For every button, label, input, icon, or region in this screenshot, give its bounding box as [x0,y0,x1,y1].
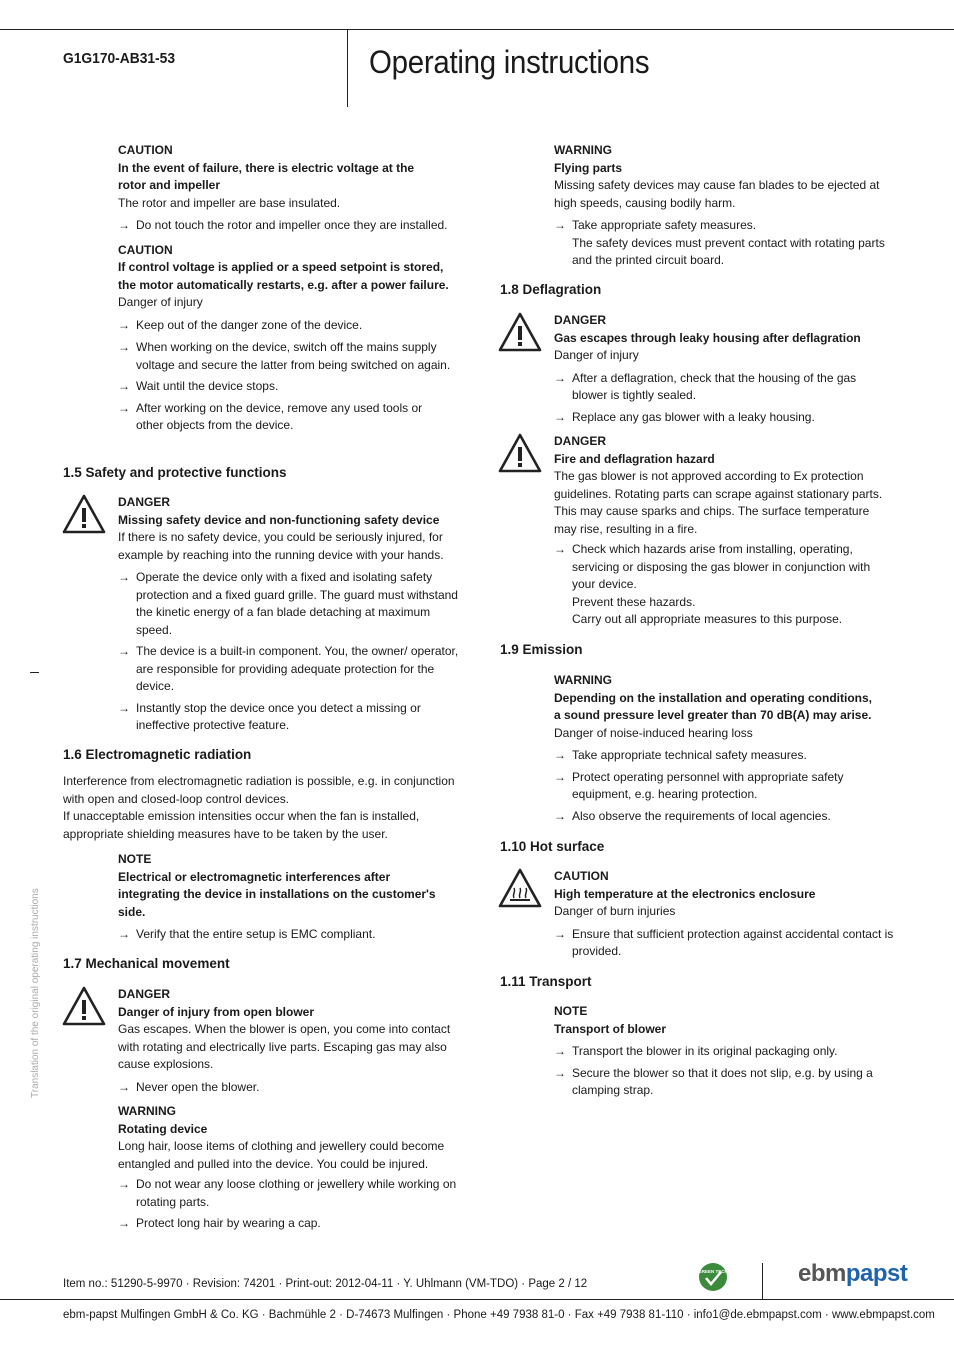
list-extra: Carry out all appropriate measures to this purpose. [572,612,843,626]
list-item: → Take appropriate technical safety measures. [554,748,807,762]
header-top-rule [0,29,954,30]
warning-title: Rotating device [118,1121,208,1136]
left-s15 [118,494,463,735]
right-warning [554,142,894,270]
caution-label: CAUTION [118,143,173,157]
danger-text: The gas blower is not approved according to Ex protection guidelines. Rotating parts can scrape against stationary parts. This may cause sparks and chips. The surface temperature may rise, resulting in a fire. [554,469,883,536]
list-item: → Check which hazards arise from installing, operating, servicing or disposing the gas blower in conjunction with your device. [554,542,871,591]
section-heading: 1.7 Mechanical movement [63,956,230,971]
danger-title: Fire and deflagration hazard [554,451,715,466]
page-title: Operating instructions [369,44,650,80]
section-heading: 1.8 Deflagration [500,282,602,297]
list-item: → Ensure that sufficient protection against accidental contact is provided. [554,926,894,958]
danger-text: Danger of injury [554,348,639,362]
list-extra: The safety devices must prevent contact with rotating parts and the printed circuit board. [572,235,885,267]
warning-label: WARNING [554,673,612,687]
list-item: → After a deflagration, check that the housing of the gas blower is tightly sealed. [554,370,857,402]
green-tech-badge-icon [698,1262,728,1292]
list-item: → Also observe the requirements of local agencies. [554,808,831,823]
caution-title: High temperature at the electronics enclosure [554,886,816,901]
side-note: Translation of the original operating instructions [30,888,41,1098]
caution-title: If control voltage is applied or a speed setpoint is stored, the motor automatically restarts, e.g. after a power failure. [118,260,449,292]
list-item: → Take appropriate safety measures. [554,218,757,232]
paragraph: Interference from electromagnetic radiation is possible, e.g. in conjunction with open and closed-loop control devices. [63,774,455,806]
left-col-top [118,142,463,435]
warning-text: Danger of noise-induced hearing loss [554,725,753,740]
note-label: NOTE [554,1004,588,1018]
fold-mark [30,672,39,673]
footer-rule [0,1299,954,1300]
danger-label: DANGER [118,495,171,509]
right-s111 [554,1003,894,1100]
warning-title: Flying parts [554,160,623,175]
list-item: → Secure the blower so that it does not slip, e.g. by using a clamping strap. [554,1065,873,1097]
list-item: → Protect operating personnel with appropriate safety equipment, e.g. hearing protection. [554,769,844,801]
logo-part: papst [845,1260,908,1287]
list-item: → When working on the device, switch off the mains supply voltage and secure the latter from being switched on again. [118,340,451,372]
header-divider [347,29,348,107]
danger-text: Gas escapes. When the blower is open, you come into contact with rotating and electrically live parts. Escaping gas may also cause explosions. [118,1022,451,1071]
list-item: → Wait until the device stops. [118,379,279,393]
list-item: → Transport the blower in its original packaging only. [554,1044,838,1058]
company-address: ebm-papst Mulfingen GmbH & Co. KG · Bachmühle 2 · D-74673 Mulfingen · Phone +49 7938 81-0 · Fax +49 7938 81-110 · info1@de.ebmpapst.com · www.ebmpapst.com [63,1309,935,1321]
warning-triangle-icon [62,986,106,1026]
footer-divider [762,1263,763,1299]
left-s16-note [118,851,448,944]
list-item: → Instantly stop the device once you detect a missing or ineffective protective feature. [118,700,421,732]
section-heading: 1.9 Emission [500,642,583,657]
warning-triangle-icon [498,433,542,473]
danger-text: If there is no safety device, you could be seriously injured, for example by reaching into the running device with your hands. [118,530,444,562]
caution-text: Danger of burn injuries [554,904,676,918]
right-s19 [554,672,894,825]
list-item: → Operate the device only with a fixed and isolating safety protection and a fixed guard grille. The guard must withstand the kinetic energy of a fan blade detaching at maximum speed. [118,570,458,637]
list-item: → Do not touch the rotor and impeller once they are installed. [118,218,448,232]
caution-title: In the event of failure, there is electric voltage at the rotor and impeller [118,160,415,192]
danger-label: DANGER [554,313,607,327]
warning-title: Depending on the installation and operating conditions, a sound pressure level greater than 70 dB(A) may arise. [554,690,872,722]
note-title: Electrical or electromagnetic interferences after integrating the device in installations on the customer's side. [118,869,436,919]
warning-triangle-icon [498,312,542,352]
left-s17 [118,986,458,1233]
list-item: → Do not wear any loose clothing or jewellery while working on rotating parts. [118,1177,457,1209]
list-item: → Never open the blower. [118,1079,260,1094]
list-item: → Keep out of the danger zone of the device. [118,317,363,332]
warning-label: WARNING [118,1104,176,1118]
section-heading: 1.11 Transport [500,974,592,989]
warning-text: Missing safety devices may cause fan blades to be ejected at high speeds, causing bodily harm. [554,178,880,210]
list-item: → After working on the device, remove any used tools or other objects from the device. [118,400,423,432]
danger-title: Missing safety device and non-functioning safety device [118,512,440,527]
model-number: G1G170-AB31-53 [63,50,175,67]
caution-label: CAUTION [118,242,173,257]
caution-text: The rotor and impeller are base insulated. [118,195,341,210]
logo-part: ebm [798,1260,846,1287]
list-item: → Verify that the entire setup is EMC compliant. [118,927,376,941]
paragraph: If unacceptable emission intensities occur when the fan is installed, appropriate shielding measures have to be taken by the user. [63,809,420,841]
caution-label: CAUTION [554,869,609,883]
right-s18-d2 [554,433,894,629]
right-s110 [554,868,894,961]
note-title: Transport of blower [554,1021,667,1036]
list-item: → The device is a built-in component. You, the owner/ operator, are responsible for providing adequate protection for the device. [118,644,459,693]
section-heading: 1.5 Safety and protective functions [63,465,287,480]
warning-text: Long hair, loose items of clothing and jewellery could become entangled and pulled into the device. You could be injured. [118,1139,445,1171]
danger-label: DANGER [554,434,607,448]
svg-text:GREEN TECH: GREEN TECH [698,1269,728,1274]
note-label: NOTE [118,852,152,866]
warning-triangle-icon [62,494,106,534]
danger-title: Danger of injury from open blower [118,1004,315,1019]
item-info: Item no.: 51290-5-9970 · Revision: 74201 · Print-out: 2012-04-11 · Y. Uhlmann (VM-TDO) · Page 2 / 12 [63,1278,588,1290]
hot-surface-icon [498,868,542,908]
section-heading: 1.6 Electromagnetic radiation [63,747,252,762]
right-s18 [554,312,894,426]
warning-label: WARNING [554,143,612,157]
danger-title: Gas escapes through leaky housing after deflagration [554,330,861,345]
list-item: → Protect long hair by wearing a cap. [118,1216,321,1230]
list-item: → Replace any gas blower with a leaky housing. [554,409,815,424]
caution-text: Danger of injury [118,295,203,309]
list-extra: Prevent these hazards. [572,594,696,609]
danger-label: DANGER [118,987,171,1001]
brand-logo [798,1260,907,1288]
left-s16-text [63,773,463,843]
section-heading: 1.10 Hot surface [500,839,605,854]
